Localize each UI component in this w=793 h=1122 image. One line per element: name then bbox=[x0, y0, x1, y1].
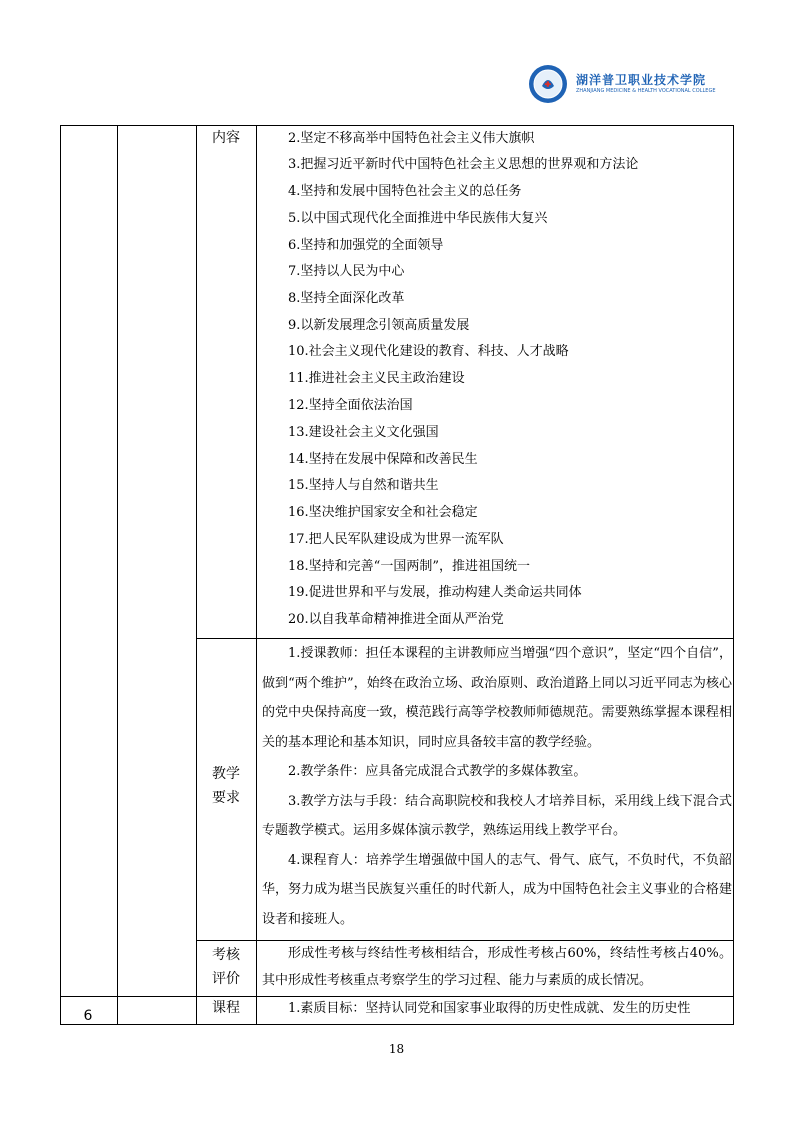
assessment-label-line1: 考核 bbox=[212, 947, 240, 963]
assessment-paragraph: 形成性考核与终结性考核相结合，形成性考核占60%，终结性考核占40%。其中形成性考核重点考察学生的学习过程、能力与素质的成长情况。 bbox=[262, 946, 732, 988]
content-label: 内容 bbox=[212, 130, 240, 146]
assessment-label-line2: 评价 bbox=[212, 971, 240, 987]
school-name-en: ZHANJIANG MEDICINE & HEALTH VOCATIONAL COLLEGE bbox=[576, 88, 716, 94]
table-top-border bbox=[60, 125, 733, 126]
teaching-label-line1: 教学 bbox=[212, 766, 240, 782]
col-border-left bbox=[60, 125, 61, 1025]
list-item: 18.坚持和完善“一国两制”，推进祖国统一 bbox=[288, 559, 530, 574]
col-border-right bbox=[733, 125, 734, 1025]
list-item: 7.坚持以人民为中心 bbox=[288, 264, 405, 279]
next-row-paragraph: 1.素质目标：坚持认同党和国家事业取得的历史性成就、发生的历史性 bbox=[288, 1001, 691, 1016]
list-item: 19.促进世界和平与发展，推动构建人类命运共同体 bbox=[288, 585, 582, 600]
table-bottom-border bbox=[60, 1024, 733, 1025]
list-item: 3.把握习近平新时代中国特色社会主义思想的世界观和方法论 bbox=[288, 157, 639, 172]
list-item: 4.坚持和发展中国特色社会主义的总任务 bbox=[288, 184, 522, 199]
row-index: 6 bbox=[83, 1008, 93, 1024]
list-item: 9.以新发展理念引领高质量发展 bbox=[288, 318, 470, 333]
teaching-label-line2: 要求 bbox=[212, 790, 240, 806]
school-seal-icon bbox=[528, 64, 568, 104]
teaching-label bbox=[196, 762, 256, 810]
next-row-label: 课程 bbox=[212, 1000, 240, 1016]
list-item: 11.推进社会主义民主政治建设 bbox=[288, 371, 465, 386]
list-item: 8.坚持全面深化改革 bbox=[288, 291, 405, 306]
assessment-label bbox=[196, 943, 256, 991]
list-item: 12.坚持全面依法治国 bbox=[288, 398, 413, 413]
next-row-text bbox=[262, 996, 732, 1022]
list-item: 5.以中国式现代化全面推进中华民族伟大复兴 bbox=[288, 211, 548, 226]
list-item: 13.建设社会主义文化强国 bbox=[288, 425, 439, 440]
teaching-paragraph: 1.授课教师：担任本课程的主讲教师应当增强“四个意识”，坚定“四个自信”，做到“两个维护”，始终在政治立场、政治原则、政治道路上同以习近平同志为核心的党中央保持高度一致，模范践行高等学校教师师德规范。需要熟练掌握本课程相关的基本理论和基本知识，同时应具备较丰富的教学经验。 bbox=[262, 646, 732, 750]
list-item: 17.把人民军队建设成为世界一流军队 bbox=[288, 532, 504, 547]
list-item: 6.坚持和加强党的全面领导 bbox=[288, 238, 444, 253]
school-name-cn: 湖洋普卫职业技术学院 bbox=[576, 73, 707, 87]
col-border-3 bbox=[196, 125, 197, 1025]
list-item: 2.坚定不移高举中国特色社会主义伟大旗帜 bbox=[288, 131, 535, 146]
teaching-paragraph: 2.教学条件：应具备完成混合式教学的多媒体教室。 bbox=[288, 764, 587, 779]
list-item: 14.坚持在发展中保障和改善民生 bbox=[288, 452, 478, 467]
list-item: 10.社会主义现代化建设的教育、科技、人才战略 bbox=[288, 344, 569, 359]
col-border-2 bbox=[117, 125, 118, 1025]
list-item: 16.坚决维护国家安全和社会稳定 bbox=[288, 505, 478, 520]
list-item: 20.以自我革命精神推进全面从严治党 bbox=[288, 612, 504, 627]
page-number: 18 bbox=[388, 1042, 405, 1056]
col-border-4 bbox=[256, 125, 257, 1025]
teaching-paragraph: 3.教学方法与手段：结合高职院校和我校人才培养目标，采用线上线下混合式专题教学模式。运用多媒体演示教学，熟练运用线上教学平台。 bbox=[262, 793, 732, 838]
school-logo bbox=[528, 64, 716, 112]
assessment-text bbox=[262, 940, 732, 994]
teaching-paragraph: 4.课程育人：培养学生增强做中国人的志气、骨气、底气，不负时代，不负韶华，努力成为堪当民族复兴重任的时代新人，成为中国特色社会主义事业的合格建设者和接班人。 bbox=[262, 852, 732, 927]
teaching-requirements bbox=[262, 639, 732, 934]
list-item: 15.坚持人与自然和谐共生 bbox=[288, 478, 439, 493]
